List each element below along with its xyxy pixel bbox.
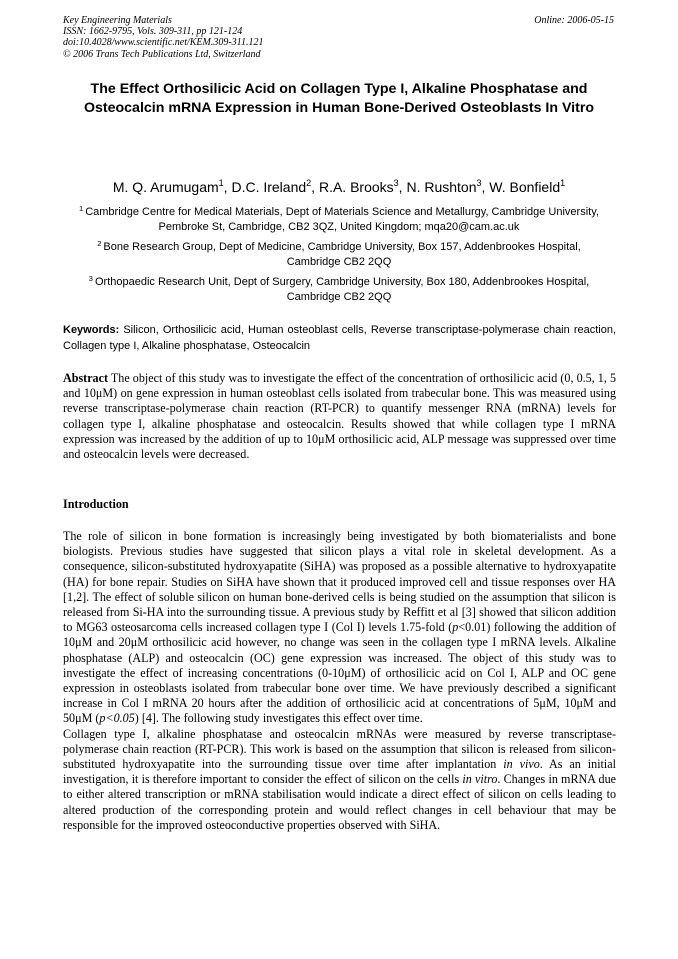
journal-copyright: © 2006 Trans Tech Publications Ltd, Switzerland [63,48,261,60]
affiliation-text: Cambridge Centre for Medical Materials, Dept of Materials Science and Metallurgy, Cambridge University, Pembroke St, Cambridge, CB2 3QZ, United Kingdom; mqa20@cam.ac.uk [85,206,599,233]
abstract [63,371,616,462]
abstract-label: Abstract [63,371,109,385]
affiliation-2 [70,240,608,270]
author-name: W. Bonfield [489,179,561,195]
author-separator: , [311,179,319,195]
introduction-body [63,529,616,833]
affiliation-text: Bone Research Group, Dept of Medicine, Cambridge University, Box 157, Addenbrookes Hospital, Cambridge CB2 2QQ [103,241,581,268]
abstract-text: The object of this study was to investigate the effect of the concentration of orthosilicic acid (0, 0.5, 1, 5 and 10μM) on gene expression in human osteoblast cells isolated from trabecular bone. This was measured using reverse transcriptase-polymerase chain reaction (RT-PCR) to quantify messenger RNA (mRNA) levels for collagen type I, alkaline phosphatase and osteocalcin. Results showed that while collagen type I mRNA expression was increased by the addition of up to 10μM orthosilicic acid, ALP message was suppressed over time and osteocalcin levels were decreased. [63,371,616,462]
author-name: R.A. Brooks [318,179,394,195]
keywords-label: Keywords: [63,324,120,336]
journal-name: Key Engineering Materials [63,15,172,26]
section-heading-introduction: Introduction [63,497,129,511]
paragraph-text: <0.01) following the addition of 10μM and 20μM orthosilicic acid however, no change was seen in the collagen type I mRNA levels. Alkaline phosphatase (ALP) and osteocalcin (OC) gene expression was increased. The object of this study was to investigate the effect of increasing concentrations (0-10μM) of orthosilicic acid on Col I, ALP and OC gene expression in osteoblasts isolated from trabecular bone over time. We have previously described a significant increase in Col I mRNA 20 hours after the addition of orthosilicic acid at concentrations of 5μM, 10μM and 50μM ( [63,620,616,726]
paragraph-text: ) [4]. The following study investigates this effect over time. [134,711,423,726]
author-affiliation-mark: 2 [306,178,312,188]
paragraph-text: . As an initial investigation, it is therefore important to consider the effect of silicon on the cells [63,757,617,787]
affiliation-1 [70,205,608,235]
author-name: M. Q. Arumugam [112,179,219,195]
online-date: Online: 2006-05-15 [534,15,614,26]
author-name: N. Rushton [406,179,477,195]
italic-text: p [452,620,459,635]
author-affiliation-mark: 1 [560,178,566,188]
journal-doi: doi:10.4028/www.scientific.net/KEM.309-311.121 [63,37,264,49]
author-separator: , [398,179,407,195]
author-separator: , [223,179,232,195]
paragraph-text: . Changes in mRNA due to either altered transcription or mRNA stabilisation would indicate a direct effect of silicon on cells leading to altered production of the corresponding protein and would reflect changes in cell behaviour that may be responsible for the improved osteoconductive properties observed with SiHA. [63,772,616,832]
paragraph-text: Collagen type I, alkaline phosphatase and osteocalcin mRNAs were measured by reverse transcriptase-polymerase chain reaction (RT-PCR). This work is based on the assumption that silicon is released from silicon-substituted hydroxyapatite into the surrounding tissue over time after implantation [63,726,616,772]
author-affiliation-mark: 3 [476,178,482,188]
italic-text: p<0.05 [99,711,135,726]
affiliation-number: 3 [88,274,93,283]
author-separator: , [481,179,490,195]
author-affiliation-mark: 3 [393,178,399,188]
paragraph-text: The role of silicon in bone formation is increasingly being investigated by both biomaterialists and bone biologists. Previous studies have suggested that silicon plays a vital role in skeletal development. As a consequence, silicon-substituted hydroxyapatite (SiHA) was proposed as a possible alternative to hydroxyapatite (HA) for bone repair. Studies on SiHA have shown that it produced improved cell and tissue responses over HA [1,2]. The effect of soluble silicon on human bone-derived cells is being studied on the assumption that silicon is released from Si-HA into the surrounding tissue. A previous study by Reffitt et al [3] showed that silicon addition to MG63 osteosarcoma cells increased collagen type I (Col I) levels 1.75-fold ( [63,529,616,635]
introduction-paragraph-1 [63,529,616,727]
author-name: D.C. Ireland [231,179,307,195]
paper-title: The Effect Orthosilicic Acid on Collagen Type I, Alkaline Phosphatase and Osteocalcin mRNA Expression in Human Bone-Derived Osteoblasts In Vitro [83,81,595,116]
journal-info [63,15,423,60]
introduction-paragraph-2 [63,727,616,833]
affiliation-text: Orthopaedic Research Unit, Dept of Surgery, Cambridge University, Box 180, Addenbrookes Hospital, Cambridge CB2 2QQ [94,276,590,303]
keywords [63,323,616,354]
keywords-text: Silicon, Orthosilicic acid, Human osteoblast cells, Reverse transcriptase-polymerase chain reaction, Collagen type I, Alkaline phosphatase, Osteocalcin [63,324,617,352]
author-affiliation-mark: 1 [218,178,224,188]
affiliation-3 [70,275,608,305]
italic-text: in vivo [503,757,540,772]
italic-text: in vitro [462,772,498,787]
author-list [60,178,618,196]
affiliation-number: 1 [79,204,84,213]
journal-issn: ISSN: 1662-9795, Vols. 309-311, pp 121-124 [63,26,243,38]
affiliation-number: 2 [97,239,102,248]
